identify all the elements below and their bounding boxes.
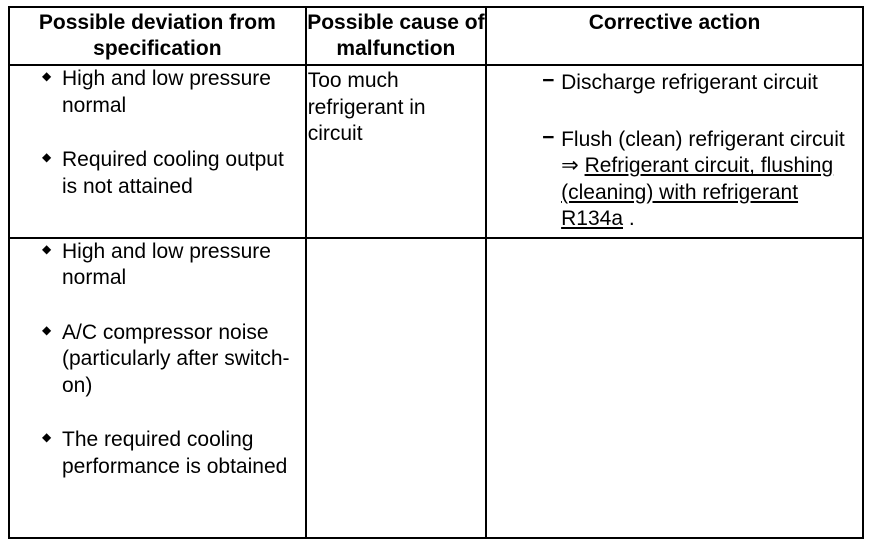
diamond-bullet-icon: ◆: [42, 430, 52, 445]
dash-bullet-icon: −: [542, 125, 555, 149]
deviation-text: The required cooling performance is obtained: [62, 428, 288, 478]
deviation-list: [10, 66, 305, 200]
table-row: [9, 65, 863, 238]
table-row: [9, 238, 863, 538]
action-flush-suffix: .: [628, 207, 635, 231]
diamond-bullet-icon: ◆: [42, 150, 52, 165]
flush-procedure-link[interactable]: Refrigerant circuit, flushing (cleaning) with refrigerant R134a: [561, 154, 834, 231]
list-item: [42, 320, 305, 400]
diamond-bullet-icon: ◆: [42, 69, 52, 84]
deviation-text: A/C compressor noise (particularly after switch-on): [62, 320, 290, 397]
arrow-icon: ⇒: [561, 154, 579, 178]
action-cell: [486, 65, 863, 238]
action-flush-text: Flush (clean) refrigerant circuit: [561, 127, 845, 151]
cause-text: Too much refrigerant in circuit: [307, 69, 426, 146]
deviation-text: High and low pressure normal: [62, 239, 271, 290]
action-list: [487, 70, 862, 233]
list-item: [42, 66, 305, 119]
cause-cell: [306, 238, 486, 538]
diamond-bullet-icon: ◆: [42, 241, 52, 256]
cause-text: [307, 239, 485, 241]
deviation-cell: [9, 65, 306, 238]
header-deviation: Possible deviation from specification: [9, 7, 306, 65]
cause-cell: [306, 65, 486, 238]
deviation-cell: [9, 238, 306, 538]
list-item: [42, 147, 305, 200]
action-cell: [486, 238, 863, 538]
list-item: [42, 427, 305, 480]
action-discharge-text: Discharge refrigerant circuit: [561, 71, 818, 95]
deviation-text: High and low pressure normal: [62, 67, 271, 117]
list-item: [542, 125, 862, 233]
list-item: [542, 69, 862, 97]
dash-bullet-icon: −: [542, 69, 555, 93]
document-page: [8, 6, 864, 539]
troubleshooting-table: [8, 6, 864, 539]
header-action: Corrective action: [486, 7, 863, 65]
deviation-text: Required cooling output is not attained: [62, 148, 284, 198]
deviation-list: [10, 239, 305, 481]
list-item: [42, 239, 305, 292]
header-cause: Possible cause of malfunction: [306, 7, 486, 65]
table-header-row: [9, 7, 863, 65]
diamond-bullet-icon: ◆: [42, 322, 52, 337]
